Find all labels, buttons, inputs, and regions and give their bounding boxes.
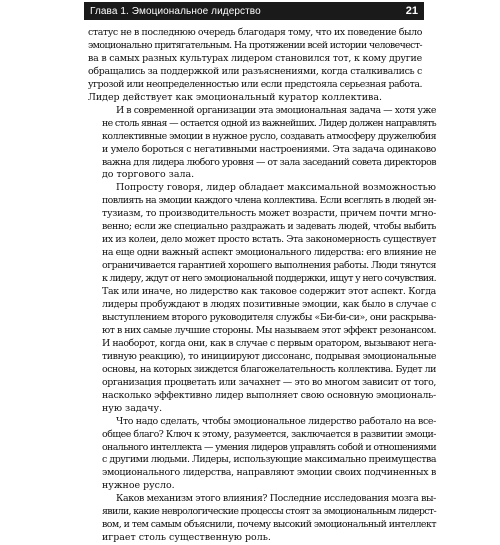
text-line: ва в самых разных культурах лидером становился тот, к кому другие <box>88 52 422 64</box>
paragraph <box>88 493 436 545</box>
text-line: насколько эффективно лидер выполняет свою основную эмоциональ- <box>102 389 436 401</box>
text-line: Так или иначе, но лидерство как таковое содержит этот аспект. Когда <box>102 286 436 298</box>
text-line: повлиять на эмоции каждого члена коллектива. Если всеглять в людей эн- <box>102 195 436 207</box>
text-line: их из колеи, дело может просто встать. Эта закономерность существует <box>102 234 436 246</box>
paragraph <box>88 104 436 183</box>
text-line: тивную реакцию), то инициируют диссонанс, подрывая эмоциональные <box>102 350 436 362</box>
text-line: эмоционально притягательным. На протяжении всей истории человечест- <box>88 39 422 51</box>
text-line: ют в них самые лучшие стороны. Мы называем этот эффект резонансом. <box>102 324 436 336</box>
text-line: Лидер действует как эмоциональный куратор коллектива. <box>88 91 382 103</box>
text-line: общее благо? Ключ к этому, разумеется, заключается в развитии эмоци- <box>102 428 436 440</box>
text-line: играет столь существенную роль. <box>102 532 271 544</box>
text-line: угрозой или неопределенностью или если предстояла серьезная работа. <box>88 78 422 90</box>
paragraph <box>88 182 437 415</box>
text-line: на еще одни важный аспект эмоционального лидерства: его влияние не <box>102 247 436 259</box>
chapter-title: Глава 1. Эмоциональное лидерство <box>90 5 261 17</box>
text-line: И в современной организации эта эмоциональная задача — хотя уже <box>116 104 436 116</box>
text-line: коллективные эмоции в нужное русло, создавать атмосферу дружелюбия <box>102 130 436 142</box>
paragraph <box>88 27 422 105</box>
text-line: до торгового зала. <box>102 169 195 181</box>
text-line: Попросту говоря, лидер обладает максимальной возможностью <box>116 182 436 194</box>
text-line: явили, какие неврологические процессы стоят за эмоциональным лидерст- <box>102 506 436 518</box>
text-line: ограничивается гарантией хорошего выполнения работы. Люди тянутся <box>102 260 436 272</box>
text-line: статус не в последнюю очередь благодаря тому, что их поведение было <box>88 27 422 38</box>
page-number: 21 <box>405 5 418 17</box>
page-body-text <box>88 27 437 545</box>
text-line: ную задачу. <box>102 402 163 414</box>
text-line: тузиазм, то производительность может возрасти, причем почти мгно- <box>102 208 436 220</box>
text-line: И наоборот, когда они, как в случае с первым оратором, вызывают нега- <box>102 337 436 349</box>
text-line: онального интеллекта — умения лидеров управлять собой и отношениями <box>102 441 436 453</box>
text-line: организация процветать или зачахнет — это во многом зависит от того, <box>102 376 436 388</box>
text-line: вом, и тем самым объяснили, почему высокий эмоциональный интеллект <box>102 519 436 531</box>
text-line: основы, на которых зиждется благожелательность коллектива. Будет ли <box>102 363 436 375</box>
text-line: с другими людьми. Лидеры, использующие максимально преимущества <box>102 454 436 466</box>
text-line: эмоционального лидерства, направляют эмоции своих подчиненных в <box>102 467 436 479</box>
text-line: к лидеру, ждут от него эмоциональной поддержки, ищут у него сочувствия. <box>102 273 437 285</box>
text-line: лидеры пробуждают в людях позитивные эмоции, как было в случае с <box>102 299 436 311</box>
running-header <box>84 2 424 20</box>
text-line: обращались за поддержкой или разъяснениями, когда сталкивались с <box>88 65 422 77</box>
text-line: Каков механизм этого влияния? Последние исследования мозга вы- <box>116 493 436 505</box>
text-line: выступлением второго руководителя службы «Би-би-си», они раскрыва- <box>102 311 436 323</box>
text-line: нужное русло. <box>102 480 175 492</box>
text-line: Что надо сделать, чтобы эмоциональное лидерство работало на все- <box>116 415 436 427</box>
text-line: и умело бороться с негативными настроениями. Эта задача одинаково <box>102 143 436 155</box>
text-line: не столь явная — остается одной из важнейших. Лидер должен направлять <box>102 117 436 129</box>
text-line: важна для лидера любого уровня — от зала заседаний совета директоров <box>102 156 436 168</box>
paragraph <box>88 415 436 494</box>
text-line: венно; если же специально раздражать и задевать людей, чтобы выбить <box>102 221 436 233</box>
